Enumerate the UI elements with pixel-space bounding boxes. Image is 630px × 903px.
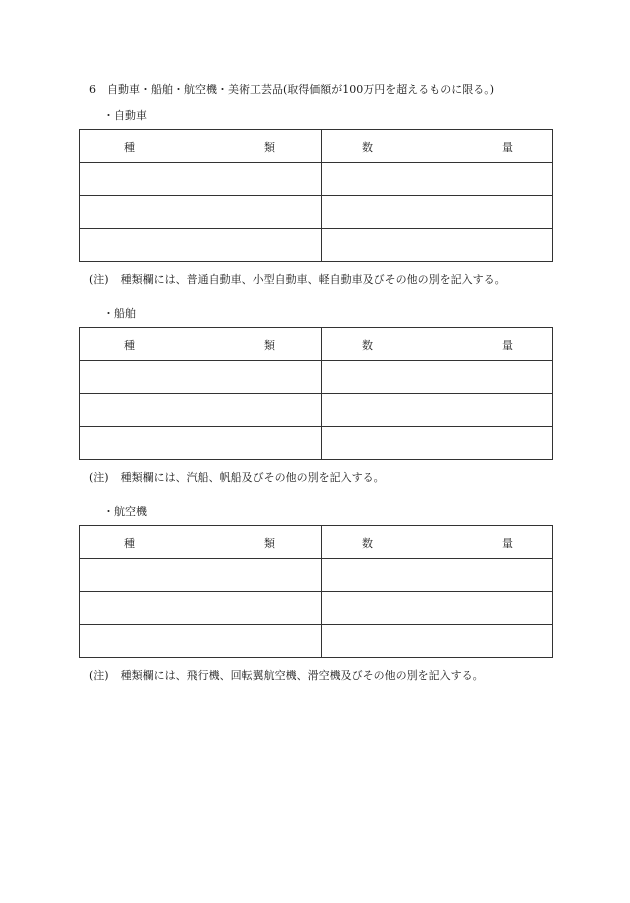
note-text: 種類欄には、飛行機、回転翼航空機、滑空機及びその他の別を記入する。 bbox=[120, 669, 484, 682]
type-cell[interactable] bbox=[80, 559, 322, 592]
aircraft-label: ・航空機 bbox=[103, 505, 147, 518]
type-header-char-1: 種 bbox=[124, 339, 135, 352]
table-header-row bbox=[80, 328, 553, 361]
type-header-char-2: 類 bbox=[264, 141, 275, 154]
section-heading bbox=[89, 81, 494, 97]
automobile-note bbox=[89, 271, 506, 287]
table-row bbox=[80, 625, 553, 658]
ship-table bbox=[79, 327, 553, 460]
aircraft-note bbox=[89, 667, 484, 683]
quantity-cell[interactable] bbox=[322, 229, 553, 262]
table-row bbox=[80, 196, 553, 229]
table-row bbox=[80, 394, 553, 427]
type-header-char-2: 類 bbox=[264, 537, 275, 550]
note-prefix: (注) bbox=[89, 471, 109, 484]
note-text: 種類欄には、汽船、帆船及びその他の別を記入する。 bbox=[120, 471, 385, 484]
type-cell[interactable] bbox=[80, 229, 322, 262]
table-row bbox=[80, 163, 553, 196]
type-cell[interactable] bbox=[80, 427, 322, 460]
quantity-cell[interactable] bbox=[322, 196, 553, 229]
type-header-char-1: 種 bbox=[124, 537, 135, 550]
type-cell[interactable] bbox=[80, 163, 322, 196]
aircraft-table bbox=[79, 525, 553, 658]
table-row bbox=[80, 427, 553, 460]
type-cell[interactable] bbox=[80, 196, 322, 229]
quantity-column-header bbox=[322, 526, 553, 559]
type-cell[interactable] bbox=[80, 592, 322, 625]
quantity-header-char-2: 量 bbox=[502, 537, 513, 550]
automobile-table bbox=[79, 129, 553, 262]
quantity-header-char-1: 数 bbox=[362, 339, 373, 352]
ship-label: ・船舶 bbox=[103, 307, 136, 320]
quantity-header-char-1: 数 bbox=[362, 141, 373, 154]
quantity-column-header bbox=[322, 328, 553, 361]
quantity-header-char-2: 量 bbox=[502, 141, 513, 154]
quantity-cell[interactable] bbox=[322, 163, 553, 196]
quantity-cell[interactable] bbox=[322, 625, 553, 658]
table-row bbox=[80, 592, 553, 625]
type-column-header bbox=[80, 328, 322, 361]
section-number: 6 bbox=[89, 83, 96, 96]
ship-note bbox=[89, 469, 385, 485]
quantity-cell[interactable] bbox=[322, 427, 553, 460]
type-cell[interactable] bbox=[80, 394, 322, 427]
quantity-cell[interactable] bbox=[322, 361, 553, 394]
type-header-char-2: 類 bbox=[264, 339, 275, 352]
table-header-row bbox=[80, 526, 553, 559]
type-column-header bbox=[80, 526, 322, 559]
note-prefix: (注) bbox=[89, 669, 109, 682]
type-cell[interactable] bbox=[80, 625, 322, 658]
quantity-cell[interactable] bbox=[322, 394, 553, 427]
table-row bbox=[80, 559, 553, 592]
section-title: 自動車・船舶・航空機・美術工芸品(取得価額が100万円を超えるものに限る。) bbox=[107, 83, 495, 96]
quantity-column-header bbox=[322, 130, 553, 163]
type-column-header bbox=[80, 130, 322, 163]
table-header-row bbox=[80, 130, 553, 163]
table-row bbox=[80, 361, 553, 394]
note-text: 種類欄には、普通自動車、小型自動車、軽自動車及びその他の別を記入する。 bbox=[120, 273, 506, 286]
table-row bbox=[80, 229, 553, 262]
quantity-cell[interactable] bbox=[322, 559, 553, 592]
quantity-header-char-1: 数 bbox=[362, 537, 373, 550]
type-cell[interactable] bbox=[80, 361, 322, 394]
quantity-cell[interactable] bbox=[322, 592, 553, 625]
type-header-char-1: 種 bbox=[124, 141, 135, 154]
automobile-label: ・自動車 bbox=[103, 109, 147, 122]
note-prefix: (注) bbox=[89, 273, 109, 286]
quantity-header-char-2: 量 bbox=[502, 339, 513, 352]
